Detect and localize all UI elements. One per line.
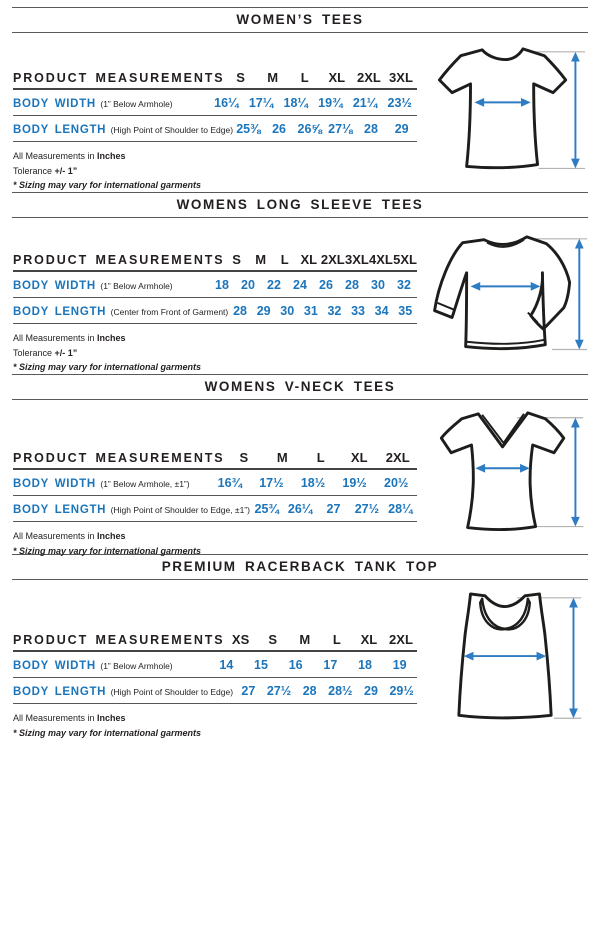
footnote-line: Tolerance +/- 1” — [13, 347, 78, 358]
measurement-row — [13, 116, 417, 142]
table-header-label: PRODUCT MEASUREMENTS — [13, 71, 225, 85]
measurement-row — [13, 652, 417, 678]
footnote-line: * Sizing may vary for international garments — [13, 727, 202, 738]
measurements-table — [13, 66, 417, 142]
measurement-value: 16 — [288, 658, 303, 672]
measurements-block — [13, 248, 417, 375]
size-column-header: 3XL — [389, 70, 413, 85]
footnotes — [13, 331, 417, 375]
section-title-band — [12, 7, 588, 33]
footnote-line: Tolerance +/- 1” — [13, 165, 78, 176]
size-column-header: L — [300, 70, 309, 85]
footnotes — [13, 711, 417, 740]
footnote-line: * Sizing may vary for international garments — [13, 362, 202, 372]
measurement-value: 26 — [319, 278, 333, 292]
measurement-value: 27⅛ — [328, 122, 353, 136]
footnote-line: All Measurements in Inches — [13, 151, 126, 161]
size-column-header: 2XL — [389, 632, 413, 647]
size-column-header: L — [316, 450, 325, 465]
table-header-label: PRODUCT MEASUREMENTS — [13, 451, 225, 465]
section-premium-racerback-tank-top — [0, 554, 600, 926]
measurement-note: (1” Below Armhole) — [100, 661, 173, 671]
measurement-row-label-cell — [13, 656, 209, 674]
measurement-value: 15 — [254, 658, 268, 672]
section-title: WOMENS V-NECK TEES — [204, 379, 396, 394]
measurement-row-label-cell — [13, 302, 228, 320]
measurement-value: 24 — [293, 278, 307, 292]
measurement-value: 29 — [394, 122, 409, 136]
measurement-value: 25⅜ — [236, 122, 261, 136]
measurement-value: 20 — [241, 278, 255, 292]
measurement-value: 19½ — [342, 476, 367, 490]
measurement-value: 34 — [374, 304, 389, 318]
measurement-value: 35 — [398, 304, 413, 318]
measurement-value: 17½ — [259, 476, 284, 490]
measurement-value: 18 — [358, 658, 372, 672]
measurement-value: 22 — [267, 278, 281, 292]
size-column-header: S — [232, 252, 241, 267]
measurement-value: 31 — [303, 304, 318, 318]
measurements-table — [13, 446, 417, 522]
tee-illustration — [417, 41, 590, 187]
size-chart-sections — [0, 7, 600, 926]
size-column-header: S — [236, 70, 245, 85]
measurement-value: 33 — [351, 304, 365, 318]
measurement-label: BODY LENGTH — [13, 306, 107, 318]
section-title: WOMENS LONG SLEEVE TEES — [176, 197, 424, 212]
measurement-label: BODY LENGTH — [13, 124, 107, 136]
measurements-block — [13, 628, 417, 740]
measurement-row — [13, 298, 417, 324]
size-column-header: 5XL — [393, 252, 417, 267]
footnote-line: * Sizing may vary for international garments — [13, 180, 202, 190]
size-column-header: 2XL — [320, 252, 345, 267]
measurement-value: 16¼ — [214, 96, 239, 110]
size-column-header: XL — [328, 70, 346, 85]
section-title: PREMIUM RACERBACK TANK TOP — [161, 559, 439, 574]
longsleeve-illustration — [417, 226, 590, 372]
longsleeve-figure-svg — [420, 226, 590, 372]
measurement-value: 17 — [323, 658, 338, 672]
section-womens-v-neck-tees — [0, 374, 600, 554]
measurement-label: BODY LENGTH — [13, 504, 107, 516]
footnotes — [13, 149, 417, 193]
measurement-row-label-cell — [13, 500, 250, 518]
size-column-header: 2XL — [356, 70, 381, 85]
measurement-value: 18½ — [300, 476, 326, 490]
tank-illustration — [417, 586, 590, 732]
measurement-value: 18 — [215, 278, 229, 292]
longsleeve-outline — [435, 237, 570, 349]
measurement-value: 16¾ — [217, 476, 242, 490]
table-header-row — [13, 66, 417, 90]
measurement-row-label-cell — [13, 682, 233, 700]
measurement-note: (High Point of Shoulder to Edge) — [110, 687, 234, 697]
measurement-value: 26 — [272, 122, 286, 136]
measurement-value: 19 — [392, 658, 407, 672]
tee-outline — [439, 49, 565, 168]
measurement-row-label-cell — [13, 120, 233, 138]
section-content — [0, 580, 600, 926]
measurement-note: (High Point of Shoulder to Edge, ±1”) — [110, 505, 250, 515]
footnote-line: * Sizing may vary for international garments — [13, 545, 202, 556]
table-header-row — [13, 248, 417, 272]
size-column-header: L — [332, 632, 341, 647]
length-arrow-icon — [571, 52, 580, 169]
footnote-line: All Measurements in Inches — [13, 333, 126, 343]
length-arrow-icon — [575, 239, 584, 350]
section-title-band — [12, 192, 588, 218]
measurement-row-label-cell — [13, 474, 209, 492]
tee-figure-svg — [420, 41, 590, 187]
measurement-value: 29½ — [389, 684, 414, 698]
measurements-block — [13, 446, 417, 558]
footnote-line: All Measurements in Inches — [13, 713, 126, 723]
size-column-header: 2XL — [385, 450, 410, 465]
measurement-value: 20½ — [384, 476, 409, 490]
measurement-value: 28 — [364, 122, 378, 136]
measurements-table — [13, 248, 417, 324]
footnote-line: All Measurements in Inches — [13, 531, 126, 541]
measurement-value: 28 — [345, 278, 359, 292]
measurement-value: 14 — [219, 658, 234, 672]
footnotes — [13, 529, 417, 558]
section-title: WOMEN’S TEES — [236, 12, 364, 27]
measurement-label: BODY LENGTH — [13, 686, 107, 698]
measurement-label: BODY WIDTH — [13, 660, 96, 672]
measurement-value: 32 — [327, 304, 342, 318]
measurement-value: 30 — [280, 304, 295, 318]
measurements-block — [13, 66, 417, 193]
size-column-header: XL — [350, 450, 368, 465]
measurement-value: 19¾ — [318, 96, 343, 110]
section-content — [0, 400, 600, 554]
measurement-note: (Center from Front of Garment) — [110, 307, 229, 317]
section-womens-tees — [0, 7, 600, 192]
measurement-value: 27½ — [354, 502, 380, 516]
measurement-value: 32 — [397, 278, 411, 292]
measurement-label: BODY WIDTH — [13, 478, 96, 490]
measurement-value: 17¼ — [248, 96, 274, 110]
size-column-header: XL — [300, 252, 318, 267]
measurement-value: 28¼ — [388, 502, 413, 516]
measurement-note: (High Point of Shoulder to Edge) — [110, 125, 234, 135]
tank-figure-svg — [420, 586, 590, 732]
length-arrow-icon — [571, 418, 580, 527]
measurement-row — [13, 678, 417, 704]
measurement-row — [13, 470, 417, 496]
table-header-label: PRODUCT MEASUREMENTS — [13, 633, 225, 647]
section-title-band — [12, 374, 588, 400]
measurement-row — [13, 272, 417, 298]
measurement-value: 25¾ — [254, 502, 279, 516]
size-column-header: XL — [360, 632, 378, 647]
size-column-header: XS — [231, 632, 250, 647]
size-column-header: 3XL — [344, 252, 369, 267]
measurement-value: 28½ — [328, 684, 353, 698]
section-content — [0, 218, 600, 374]
measurement-value: 21¼ — [352, 96, 378, 110]
measurement-value: 26⅝ — [297, 122, 322, 136]
section-content — [0, 33, 600, 192]
section-womens-long-sleeve-tees — [0, 192, 600, 374]
measurement-value: 26¼ — [287, 502, 313, 516]
measurement-value: 27 — [241, 684, 256, 698]
measurement-value: 28 — [233, 304, 248, 318]
size-column-header: M — [255, 252, 267, 267]
vneck-illustration — [417, 404, 590, 550]
size-column-header: S — [239, 450, 249, 465]
measurement-value: 30 — [371, 278, 385, 292]
table-header-row — [13, 446, 417, 470]
size-column-header: M — [276, 450, 288, 465]
measurement-value: 28 — [302, 684, 317, 698]
measurement-label: BODY WIDTH — [13, 98, 96, 110]
measurement-row — [13, 496, 417, 522]
measurement-row-label-cell — [13, 94, 209, 112]
measurement-row-label-cell — [13, 276, 209, 294]
vneck-figure-svg — [420, 404, 590, 550]
table-header-label: PRODUCT MEASUREMENTS — [13, 253, 225, 267]
size-column-header: L — [280, 252, 289, 267]
measurement-note: (1” Below Armhole, ±1”) — [100, 479, 190, 489]
size-column-header: M — [267, 70, 279, 85]
measurement-row — [13, 90, 417, 116]
measurement-note: (1” Below Armhole) — [100, 281, 173, 291]
measurement-note: (1” Below Armhole) — [100, 99, 173, 109]
length-arrow-icon — [569, 598, 578, 718]
measurement-value: 29 — [364, 684, 378, 698]
measurement-value: 27½ — [266, 684, 292, 698]
vneck-outline — [441, 413, 563, 530]
measurement-value: 23½ — [387, 96, 412, 110]
measurement-value: 29 — [256, 304, 271, 318]
measurements-table — [13, 628, 417, 704]
size-column-header: M — [299, 632, 311, 647]
size-column-header: S — [268, 632, 277, 647]
table-header-row — [13, 628, 417, 652]
size-column-header: 4XL — [369, 252, 393, 267]
measurement-value: 18¼ — [283, 96, 308, 110]
measurement-label: BODY WIDTH — [13, 280, 96, 292]
measurement-value: 27 — [326, 502, 341, 516]
